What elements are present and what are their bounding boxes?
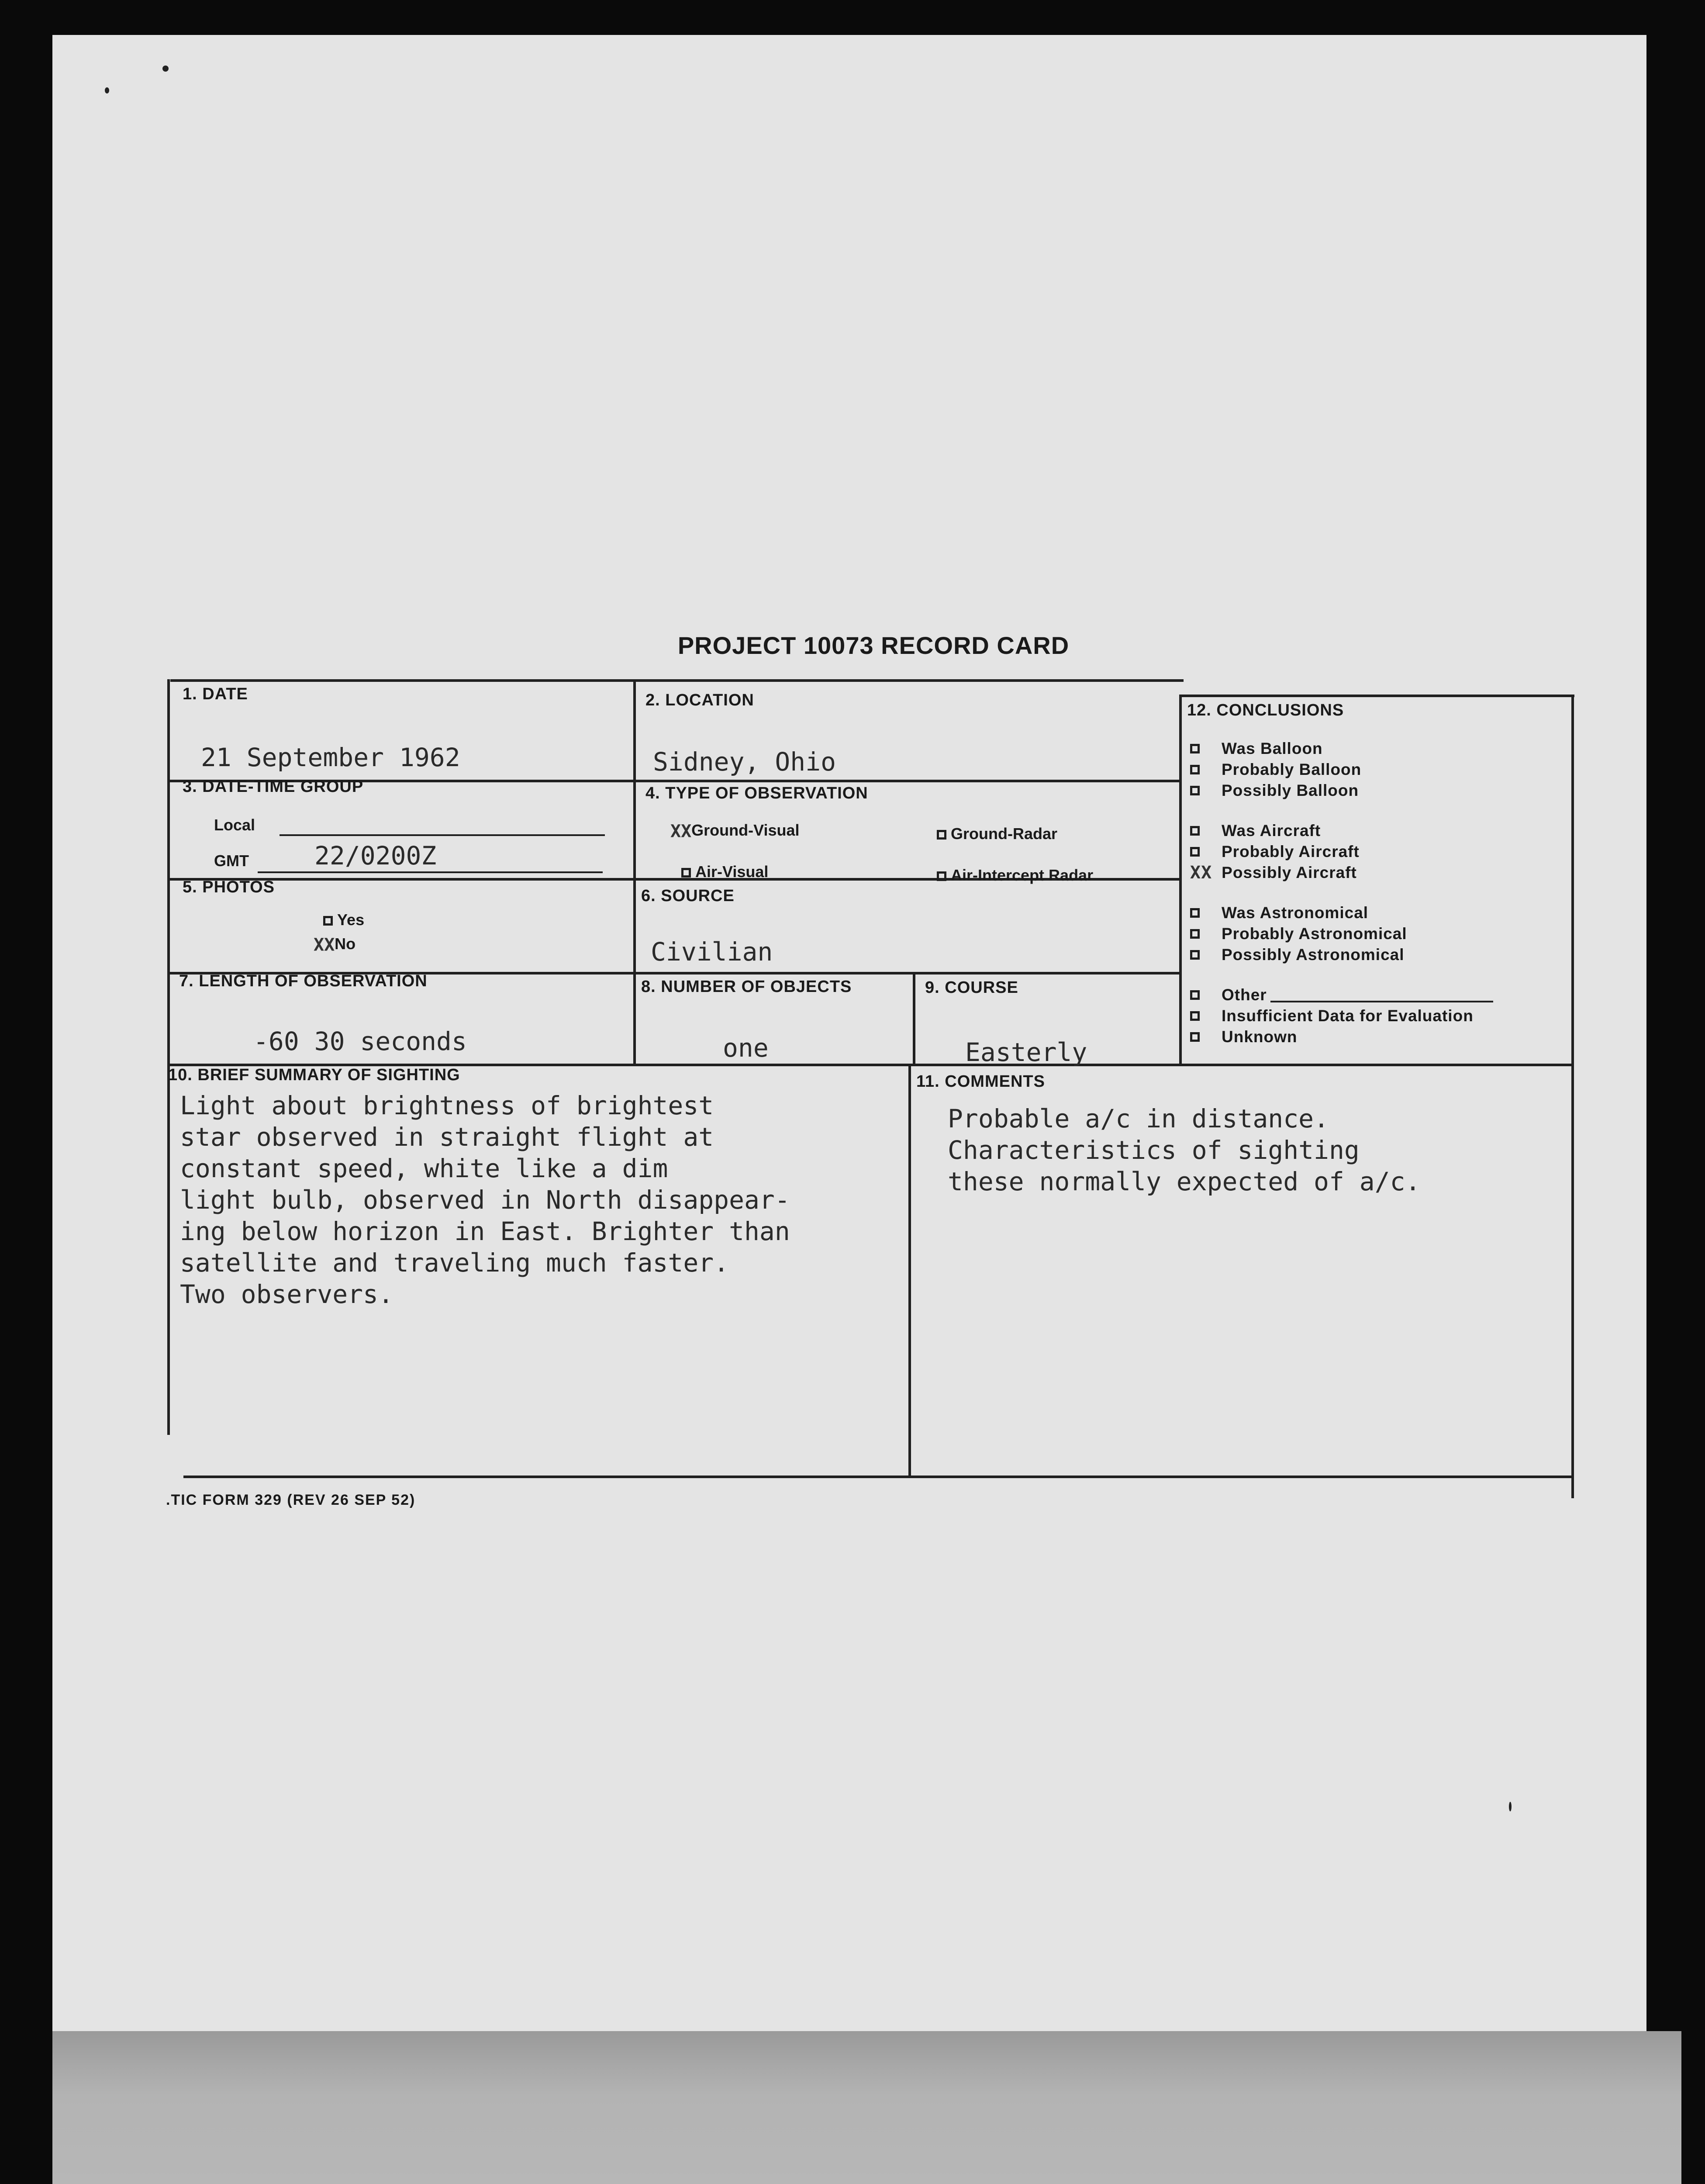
summary-line: ing below horizon in East. Brighter than — [180, 1216, 790, 1246]
checkmark-x-icon: XX — [670, 821, 692, 842]
local-label: Local — [214, 816, 255, 834]
summary-label: 10. BRIEF SUMMARY OF SIGHTING — [168, 1066, 460, 1084]
local-field-line — [280, 821, 605, 836]
card-border-bottom — [183, 1476, 1572, 1478]
number-of-objects-value: one — [723, 1033, 769, 1063]
course-label: 9. COURSE — [925, 978, 1018, 997]
checkmark-x-icon: XX — [1190, 863, 1212, 883]
location-value: Sidney, Ohio — [653, 747, 836, 777]
checkbox-icon — [1190, 1032, 1200, 1042]
divider-col1 — [633, 679, 636, 1066]
date-time-group-label: 3. DATE-TIME GROUP — [183, 778, 364, 796]
option-ground-visual: XXGround-Visual — [670, 821, 800, 842]
conclusion-was-balloon: Was Balloon — [1190, 738, 1583, 759]
date-value: 21 September 1962 — [201, 743, 460, 772]
number-of-objects-label: 8. NUMBER OF OBJECTS — [641, 978, 852, 996]
conclusion-was-astronomical: Was Astronomical — [1190, 902, 1583, 923]
checkbox-icon — [1190, 908, 1200, 918]
dust-speck — [162, 66, 169, 72]
card-border-top — [170, 679, 1184, 682]
checkbox-icon — [1190, 950, 1200, 960]
conclusions-label: 12. CONCLUSIONS — [1187, 701, 1344, 719]
source-label: 6. SOURCE — [641, 887, 735, 905]
type-of-observation-label: 4. TYPE OF OBSERVATION — [645, 784, 868, 802]
conclusion-possibly-astronomical: Possibly Astronomical — [1190, 944, 1583, 965]
photos-label: 5. PHOTOS — [183, 878, 275, 896]
checkmark-x-icon: XX — [314, 935, 335, 955]
checkbox-icon — [681, 868, 691, 878]
option-air-visual: Air-Visual — [681, 863, 768, 881]
comments-label: 11. COMMENTS — [916, 1072, 1045, 1091]
checkbox-icon — [937, 830, 946, 840]
photos-no-option: XXNo — [314, 935, 356, 955]
divider-summary-comments — [908, 1064, 911, 1476]
comments-line: Characteristics of sighting — [948, 1135, 1360, 1165]
form-footer: .TIC FORM 329 (REV 26 SEP 52) — [166, 1492, 416, 1508]
checkbox-icon — [1190, 929, 1200, 939]
conclusion-possibly-balloon: Possibly Balloon — [1190, 780, 1583, 801]
comments-line: these normally expected of a/c. — [948, 1167, 1421, 1196]
summary-text — [180, 1090, 790, 1310]
checkbox-icon — [1190, 765, 1200, 774]
dust-speck — [1509, 1802, 1512, 1811]
checkbox-icon — [937, 871, 946, 881]
comments-text — [948, 1103, 1421, 1197]
card-title: PROJECT 10073 RECORD CARD — [677, 632, 1070, 659]
summary-line: Two observers. — [180, 1279, 393, 1309]
other-field-line — [1270, 988, 1493, 1002]
comments-line: Probable a/c in distance. — [948, 1104, 1329, 1133]
card-border-left — [167, 679, 170, 1435]
photos-yes-option: Yes — [323, 911, 364, 929]
conclusion-other: Other — [1190, 985, 1583, 1006]
conclusions-list — [1190, 738, 1583, 1047]
divider-objects-course — [913, 972, 915, 1064]
checkbox-icon — [1190, 1011, 1200, 1021]
conclusion-unknown: Unknown — [1190, 1026, 1583, 1047]
gmt-label: GMT — [214, 852, 249, 870]
summary-line: satellite and traveling much faster. — [180, 1248, 729, 1278]
option-ground-radar: Ground-Radar — [937, 825, 1057, 843]
gmt-value: 22/0200Z — [314, 841, 437, 871]
conclusion-insufficient-data: Insufficient Data for Evaluation — [1190, 1006, 1583, 1026]
checkbox-icon — [1190, 744, 1200, 753]
conclusion-probably-aircraft: Probably Aircraft — [1190, 841, 1583, 862]
summary-line: star observed in straight flight at — [180, 1122, 714, 1152]
source-value: Civilian — [651, 937, 773, 967]
dust-speck — [105, 87, 109, 93]
date-label: 1. DATE — [183, 685, 248, 703]
checkbox-icon — [1190, 826, 1200, 836]
length-of-observation-value: -60 30 seconds — [253, 1026, 467, 1056]
checkbox-icon — [323, 916, 333, 926]
conclusion-possibly-aircraft: XX Possibly Aircraft — [1190, 863, 1357, 883]
scan-background — [52, 2031, 1681, 2184]
conclusion-was-aircraft: Was Aircraft — [1190, 820, 1583, 841]
summary-line: Light about brightness of brightest — [180, 1091, 714, 1120]
checkbox-icon — [1190, 847, 1200, 857]
checkbox-icon — [1190, 786, 1200, 795]
course-value: Easterly — [965, 1037, 1087, 1067]
card-border-top-conclusions — [1181, 695, 1574, 697]
option-air-intercept-radar: Air-Intercept Radar — [937, 866, 1093, 885]
conclusion-probably-astronomical: Probably Astronomical — [1190, 923, 1583, 944]
conclusion-probably-balloon: Probably Balloon — [1190, 759, 1583, 780]
summary-line: light bulb, observed in North disappear- — [180, 1185, 790, 1215]
checkbox-icon — [1190, 990, 1200, 1000]
length-of-observation-label: 7. LENGTH OF OBSERVATION — [179, 972, 428, 990]
summary-line: constant speed, white like a dim — [180, 1154, 668, 1183]
location-label: 2. LOCATION — [645, 691, 754, 709]
